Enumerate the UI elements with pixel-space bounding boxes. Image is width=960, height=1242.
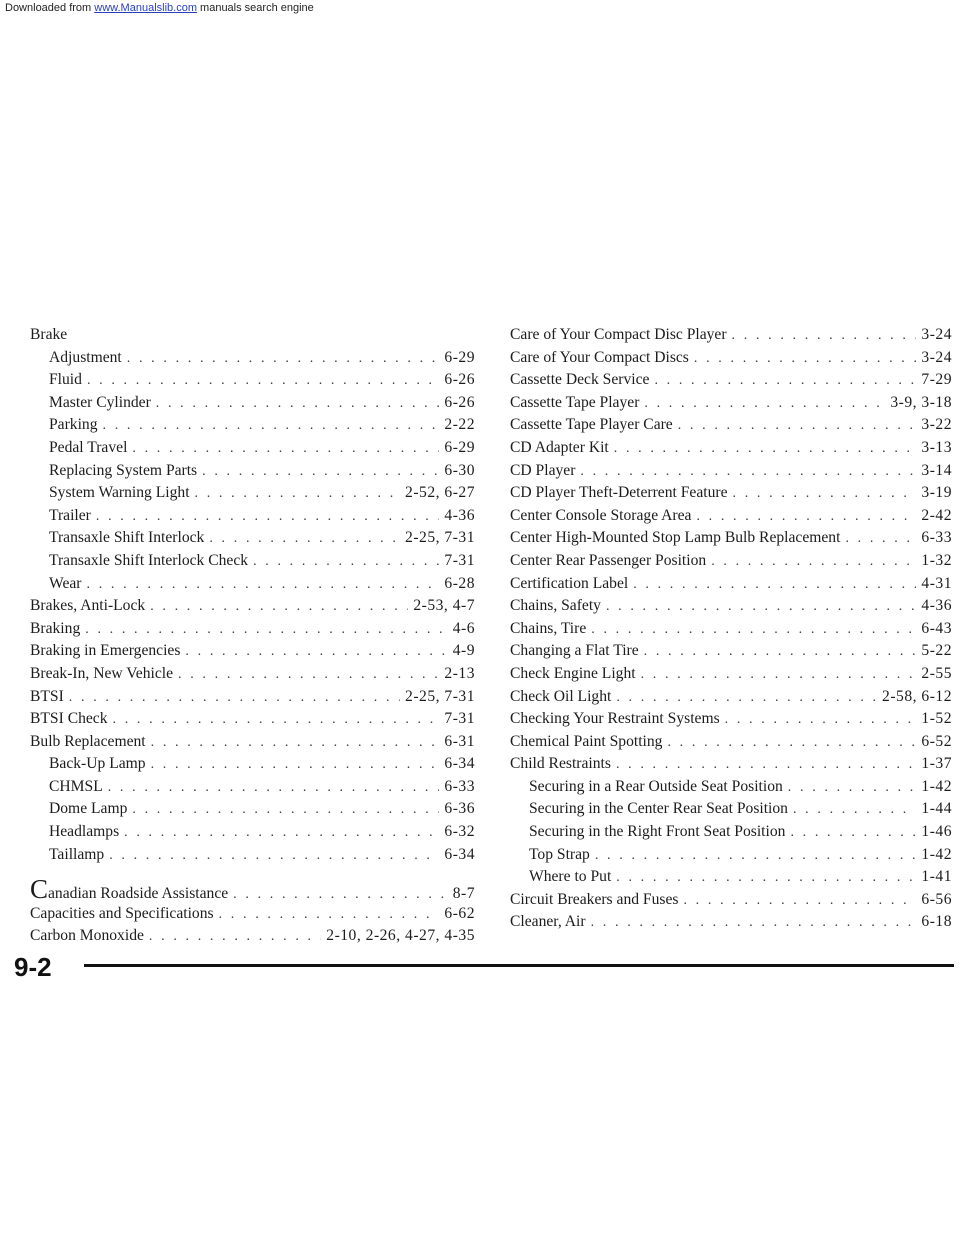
leader-dots — [616, 687, 877, 710]
entry-page-ref: 3-24 — [921, 348, 952, 366]
index-entry — [30, 640, 475, 663]
index-subentry — [30, 573, 475, 596]
leader-dots — [591, 912, 917, 935]
entry-page-ref: 6-36 — [444, 800, 475, 818]
index-subentry — [30, 414, 475, 437]
leader-dots — [96, 506, 440, 529]
leader-dots — [790, 822, 916, 845]
entry-label: Dome Lamp — [49, 800, 128, 818]
leader-dots — [667, 732, 916, 755]
entry-page-ref: 5-22 — [921, 642, 952, 660]
entry-label: Check Oil Light — [510, 687, 612, 705]
index-subentry — [510, 821, 952, 844]
entry-page-ref: 1-41 — [921, 868, 952, 886]
entry-label: Center High-Mounted Stop Lamp Bulb Replacement — [510, 529, 841, 547]
entry-label: Brake — [30, 326, 68, 343]
entry-label: Braking — [30, 619, 81, 637]
index-entry — [510, 369, 952, 392]
entry-label-text: anadian Roadside Assistance — [48, 885, 229, 903]
leader-dots — [69, 687, 400, 710]
entry-label: Cassette Deck Service — [510, 371, 650, 389]
leader-dots — [209, 528, 400, 551]
entry-page-ref: 1-37 — [921, 755, 952, 773]
entry-page-ref: 6-28 — [444, 574, 475, 592]
leader-dots — [591, 619, 916, 642]
index-subentry — [30, 753, 475, 776]
leader-dots — [124, 822, 439, 845]
leader-dots — [85, 619, 447, 642]
entry-page-ref: 1-52 — [921, 710, 952, 728]
entry-label: Securing in a Rear Outside Seat Position — [529, 777, 783, 795]
leader-dots — [185, 641, 447, 664]
index-entry — [30, 708, 475, 731]
entry-page-ref: 1-32 — [921, 551, 952, 569]
index-entry — [510, 686, 952, 709]
entry-page-ref: 1-42 — [921, 845, 952, 863]
entry-label: CHMSL — [49, 777, 103, 795]
entry-page-ref: 3-19 — [921, 484, 952, 502]
entry-label: Check Engine Light — [510, 664, 636, 682]
index-entry — [30, 663, 475, 686]
entry-label: Braking in Emergencies — [30, 642, 181, 660]
entry-label: Master Cylinder — [49, 393, 151, 411]
entry-label: Back-Up Lamp — [49, 755, 146, 773]
entry-page-ref: 6-33 — [444, 777, 475, 795]
index-subentry — [510, 776, 952, 799]
download-note-prefix: Downloaded from — [5, 2, 95, 14]
index-column-right — [510, 324, 952, 934]
entry-label: Brakes, Anti-Lock — [30, 597, 146, 615]
entry-label: Where to Put — [529, 868, 612, 886]
entry-label: Chains, Safety — [510, 597, 601, 615]
index-entry — [510, 640, 952, 663]
index-subentry — [30, 482, 475, 505]
index-subentry — [30, 821, 475, 844]
entry-label: Care of Your Compact Disc Player — [510, 326, 727, 343]
entry-page-ref: 2-55 — [921, 664, 952, 682]
entry-label: Checking Your Restraint Systems — [510, 710, 720, 728]
entry-page-ref: 2-25, 7-31 — [405, 529, 475, 547]
entry-label: Pedal Travel — [49, 438, 128, 456]
index-entry — [510, 460, 952, 483]
entry-label: CD Player — [510, 461, 576, 479]
leader-dots — [654, 370, 916, 393]
leader-dots — [151, 754, 440, 777]
leader-dots — [694, 348, 917, 371]
entry-page-ref: 3-13 — [921, 438, 952, 456]
entry-label: Securing in the Center Rear Seat Position — [529, 800, 788, 818]
index-subentry — [30, 392, 475, 415]
entry-page-ref: 6-30 — [444, 461, 475, 479]
leader-dots — [132, 799, 439, 822]
entry-label: Adjustment — [49, 348, 122, 366]
page-number: 9-2 — [14, 952, 52, 982]
entry-page-ref: 4-36 — [921, 597, 952, 615]
entry-label: Circuit Breakers and Fuses — [510, 890, 679, 908]
leader-dots — [606, 596, 916, 619]
index-subentry — [30, 369, 475, 392]
entry-label: Fluid — [49, 371, 82, 389]
index-subentry — [510, 866, 952, 889]
entry-page-ref: 7-31 — [444, 551, 475, 569]
index-entry — [510, 573, 952, 596]
entry-page-ref: 8-7 — [452, 885, 475, 903]
leader-dots — [87, 574, 440, 597]
index-entry — [510, 550, 952, 573]
leader-dots — [109, 845, 439, 868]
entry-page-ref: 2-13 — [444, 664, 475, 682]
leader-dots — [156, 393, 440, 416]
entry-label: Chemical Paint Spotting — [510, 732, 663, 750]
leader-dots — [683, 890, 916, 913]
leader-dots — [595, 845, 917, 868]
leader-dots — [253, 551, 439, 574]
entry-label: Cassette Tape Player — [510, 393, 640, 411]
index-entry — [510, 347, 952, 370]
index-subentry — [510, 844, 952, 867]
entry-label: Cassette Tape Player Care — [510, 416, 673, 434]
leader-dots — [151, 732, 440, 755]
leader-dots — [127, 348, 440, 371]
leader-dots — [711, 551, 916, 574]
index-entry — [30, 595, 475, 618]
leader-dots — [644, 393, 885, 416]
leader-dots — [132, 438, 439, 461]
index-entry — [30, 618, 475, 641]
entry-label: Trailer — [49, 506, 91, 524]
index-subentry — [30, 527, 475, 550]
entry-page-ref: 3-24 — [921, 326, 952, 343]
index-entry — [510, 482, 952, 505]
entry-page-ref: 6-52 — [921, 732, 952, 750]
leader-dots — [580, 461, 916, 484]
entry-label: Replacing System Parts — [49, 461, 198, 479]
index-entry — [510, 753, 952, 776]
entry-label: Carbon Monoxide — [30, 927, 144, 945]
entry-page-ref: 2-52, 6-27 — [405, 484, 475, 502]
leader-dots — [219, 904, 440, 927]
index-subentry — [30, 505, 475, 528]
index-entry — [510, 437, 952, 460]
entry-page-ref: 6-56 — [921, 890, 952, 908]
index-subentry — [30, 460, 475, 483]
entry-page-ref: 6-34 — [444, 845, 475, 863]
leader-dots — [87, 370, 439, 393]
entry-label: Wear — [49, 574, 82, 592]
index-subentry — [30, 844, 475, 867]
entry-page-ref: 6-33 — [921, 529, 952, 547]
index-entry — [30, 903, 475, 926]
index-entry — [510, 414, 952, 437]
entry-label: Securing in the Right Front Seat Position — [529, 823, 786, 841]
entry-page-ref: 6-18 — [921, 913, 952, 931]
leader-dots — [202, 461, 439, 484]
index-entry — [510, 505, 952, 528]
entry-page-ref: 3-14 — [921, 461, 952, 479]
index-subentry — [30, 437, 475, 460]
entry-page-ref: 3-9, 3-18 — [890, 393, 952, 411]
entry-label: Parking — [49, 416, 98, 434]
leader-dots — [108, 777, 440, 800]
index-subentry — [30, 347, 475, 370]
index-entry — [30, 731, 475, 754]
entry-page-ref: 4-31 — [921, 574, 952, 592]
leader-dots — [696, 506, 916, 529]
entry-page-ref: 1-42 — [921, 777, 952, 795]
entry-page-ref: 2-53, 4-7 — [413, 597, 475, 615]
entry-label: Bulb Replacement — [30, 732, 146, 750]
entry-page-ref: 4-9 — [452, 642, 475, 660]
entry-page-ref: 3-22 — [921, 416, 952, 434]
entry-label: Transaxle Shift Interlock — [49, 529, 205, 547]
footer-rule — [84, 964, 954, 967]
entry-label: CD Player Theft-Deterrent Feature — [510, 484, 728, 502]
drop-initial: C — [30, 874, 49, 905]
entry-label: Changing a Flat Tire — [510, 642, 639, 660]
entry-label: Transaxle Shift Interlock Check — [49, 551, 249, 569]
entry-label: Capacities and Specifications — [30, 904, 214, 922]
index-subentry — [30, 798, 475, 821]
leader-dots — [614, 438, 917, 461]
index-entry — [510, 731, 952, 754]
entry-page-ref: 6-29 — [444, 438, 475, 456]
index-entry — [30, 925, 475, 948]
leader-dots — [732, 325, 917, 348]
entry-page-ref: 2-58, 6-12 — [882, 687, 952, 705]
index-column-left — [30, 324, 475, 948]
index-subentry — [510, 798, 952, 821]
leader-dots — [793, 799, 916, 822]
index-entry — [30, 874, 475, 905]
entry-label: Care of Your Compact Discs — [510, 348, 689, 366]
leader-dots — [788, 777, 917, 800]
index-entry — [30, 686, 475, 709]
leader-dots — [678, 415, 917, 438]
entry-page-ref: 6-32 — [444, 823, 475, 841]
entry-page-ref: 1-44 — [921, 800, 952, 818]
index-entry — [510, 708, 952, 731]
entry-label: Taillamp — [49, 845, 105, 863]
leader-dots — [845, 528, 916, 551]
entry-page-ref: 2-10, 2-26, 4-27, 4-35 — [326, 927, 475, 945]
leader-dots — [633, 574, 916, 597]
entry-label: Certification Label — [510, 574, 629, 592]
manualslib-link[interactable]: www.Manualslib.com — [94, 2, 197, 14]
index-entry — [510, 527, 952, 550]
index-entry — [510, 911, 952, 934]
entry-label: Top Strap — [529, 845, 590, 863]
index-entry — [510, 889, 952, 912]
index-subentry — [30, 550, 475, 573]
leader-dots — [178, 664, 439, 687]
download-source-note — [5, 2, 314, 14]
leader-dots — [195, 483, 401, 506]
leader-dots — [149, 926, 321, 949]
entry-page-ref: 2-25, 7-31 — [405, 687, 475, 705]
entry-page-ref: 6-43 — [921, 619, 952, 637]
entry-label: CD Adapter Kit — [510, 438, 609, 456]
leader-dots — [113, 709, 440, 732]
download-note-suffix: manuals search engine — [196, 2, 314, 14]
entry-page-ref: 6-26 — [444, 371, 475, 389]
index-entry — [510, 618, 952, 641]
leader-dots — [150, 596, 408, 619]
entry-label: Center Rear Passenger Position — [510, 551, 707, 569]
entry-page-ref: 6-26 — [444, 393, 475, 411]
entry-label: BTSI Check — [30, 710, 108, 728]
entry-page-ref: 6-31 — [444, 732, 475, 750]
entry-label: Child Restraints — [510, 755, 611, 773]
leader-dots — [725, 709, 917, 732]
index-entry — [30, 324, 475, 347]
entry-label: Cleaner, Air — [510, 913, 586, 931]
entry-page-ref: 2-22 — [444, 416, 475, 434]
leader-dots — [644, 641, 917, 664]
entry-label: Headlamps — [49, 823, 120, 841]
index-subentry — [30, 776, 475, 799]
leader-dots — [616, 867, 916, 890]
entry-page-ref: 6-62 — [444, 904, 475, 922]
entry-label: System Warning Light — [49, 484, 190, 502]
index-entry — [510, 595, 952, 618]
entry-page-ref: 6-34 — [444, 755, 475, 773]
entry-label: Center Console Storage Area — [510, 506, 692, 524]
entry-page-ref: 7-31 — [444, 710, 475, 728]
entry-label: Chains, Tire — [510, 619, 587, 637]
leader-dots — [103, 415, 440, 438]
entry-page-ref: 2-42 — [921, 506, 952, 524]
entry-page-ref: 1-46 — [921, 823, 952, 841]
index-entry — [510, 392, 952, 415]
entry-page-ref: 7-29 — [921, 371, 952, 389]
entry-page-ref: 4-36 — [444, 506, 475, 524]
index-entry — [510, 324, 952, 347]
leader-dots — [616, 754, 916, 777]
entry-page-ref: 4-6 — [452, 619, 475, 637]
entry-label: BTSI — [30, 687, 64, 705]
entry-label: Break-In, New Vehicle — [30, 664, 174, 682]
index-entry — [510, 663, 952, 686]
leader-dots — [733, 483, 917, 506]
leader-dots — [641, 664, 917, 687]
entry-page-ref: 6-29 — [444, 348, 475, 366]
